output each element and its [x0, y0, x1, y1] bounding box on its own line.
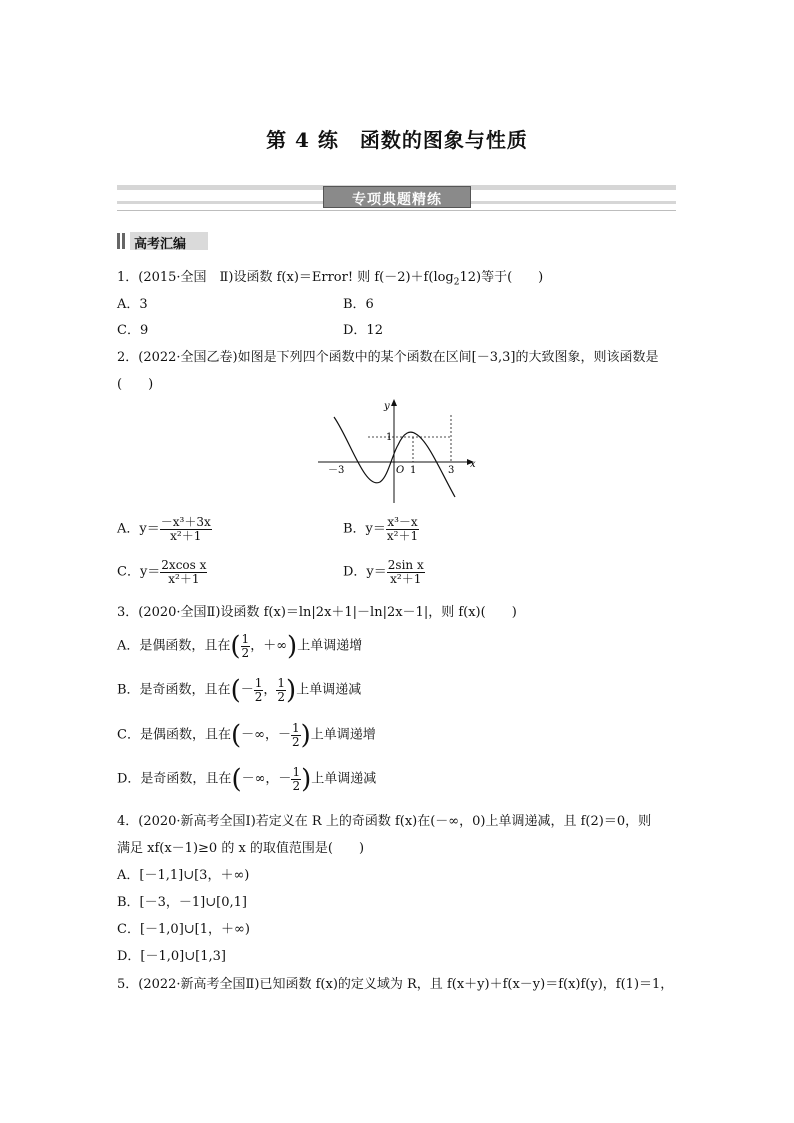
q3-option-a: A．是偶函数，且在( $\frac{1}{2}$ ，＋∞)上单调递增: [117, 631, 363, 662]
q4-option-d: D．[－1,0]∪[1,3]: [117, 949, 226, 964]
tick-x3: 3: [448, 465, 455, 476]
q2-option-d: D．y＝ $\frac{\text{2sin x}}{\text{x²＋1}}$: [343, 558, 424, 586]
q2-stem: 2．(2022·全国乙卷)如图是下列四个函数中的某个函数在区间[－3,3]的大致图象，则该函数是: [117, 350, 659, 365]
tag-marks-icon: [117, 233, 127, 249]
tick-x1: 1: [410, 465, 417, 476]
section-tag-label: 高考汇编: [134, 237, 187, 252]
y-axis-label: y: [384, 401, 390, 412]
q1-option-d: D．12: [343, 323, 383, 338]
q4-stem-cont: 满足 xf(x－1)≥0 的 x 的取值范围是( ): [117, 841, 365, 856]
section-band: [117, 184, 676, 210]
q2-option-a: A．y＝ $\frac{\text{－x³＋3x}}{\text{x²＋1}}$: [117, 515, 211, 543]
q3-option-c: C．是偶函数，且在(－∞，－ $\frac{1}{2}$ )上单调递增: [117, 720, 376, 751]
tick-y1: 1: [386, 432, 393, 443]
q2-function-graph: [310, 395, 485, 505]
q1-stem: 1．(2015·全国 Ⅱ)设函数 f(x)＝Error! 则 $f(-2)+f(\log_212)$等于( ): [117, 270, 544, 288]
band-label: 专项典题精练: [352, 192, 442, 208]
origin-label: O: [396, 465, 405, 476]
tick-neg3: －3: [328, 465, 345, 476]
q1-option-a: A．3: [117, 297, 148, 312]
q3-stem: 3．(2020·全国Ⅱ)设函数 f(x)＝ln|2x＋1|－ln|2x－1|，则 f(x)( ): [117, 605, 517, 620]
q4-option-c: C．[－1,0]∪[1，＋∞): [117, 922, 250, 937]
q3-option-b: B．是奇函数，且在(－ $\frac{1}{2}$ ， $\frac{1}{2}$ )上单调递减: [117, 675, 362, 706]
y-axis-arrow-icon: [391, 399, 397, 406]
q4-stem: 4．(2020·新高考全国Ⅰ)若定义在 R 上的奇函数 f(x)在(－∞，0)上单调递减，且 f(2)＝0，则: [117, 814, 652, 829]
q2-stem-cont: ( ): [117, 377, 154, 392]
q4-option-a: A．[－1,1]∪[3，＋∞): [117, 868, 250, 883]
q5-stem: 5．(2022·新高考全国Ⅱ)已知函数 f(x)的定义域为 R，且 f(x＋y)＋f(x－y)＝f(x)f(y)，f(1)＝1，: [117, 977, 674, 992]
q1-option-b: B．6: [343, 297, 374, 312]
x-axis-label: x: [470, 459, 476, 470]
q2-option-c: C．y＝ $\frac{\text{2xcos x}}{\text{x²＋1}}$: [117, 558, 207, 586]
page-title: 第 4 练 函数的图象与性质: [266, 128, 528, 152]
q3-option-d: D．是奇函数，且在(－∞，－ $\frac{1}{2}$ )上单调递减: [117, 764, 377, 795]
band-label-box: [323, 186, 471, 208]
band-line: [117, 210, 676, 211]
q1-option-c: C．9: [117, 323, 149, 338]
q2-option-b: B．y＝ $\frac{\text{x³－x}}{\text{x²＋1}}$: [343, 515, 419, 543]
q4-option-b: B．[－3，－1]∪[0,1]: [117, 895, 247, 910]
